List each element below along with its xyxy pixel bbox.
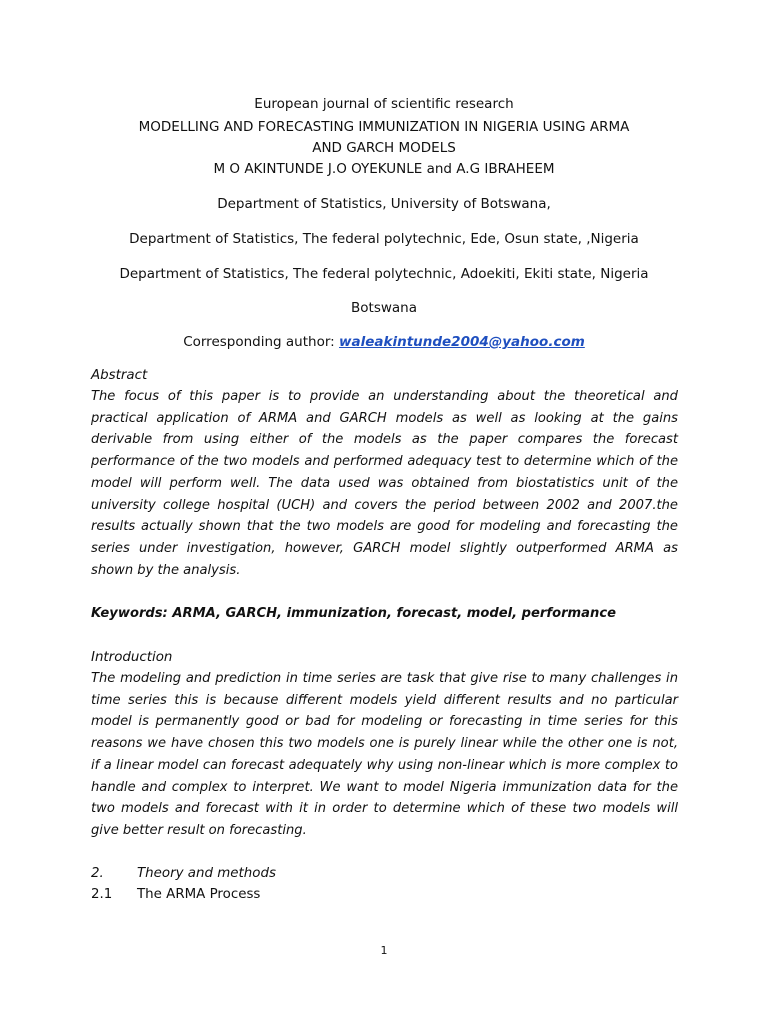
corresponding-label: Corresponding author:: [183, 334, 335, 350]
page-number: 1: [380, 944, 388, 957]
affiliation-1: Department of Statistics, University of Botswana,: [217, 196, 551, 212]
journal-name: European journal of scientific research: [254, 96, 514, 112]
affiliation-2: Department of Statistics, The federal polytechnic, Ede, Osun state, ,Nigeria: [129, 231, 639, 247]
affiliation-3: Department of Statistics, The federal polytechnic, Adoekiti, Ekiti state, Nigeria: [119, 266, 649, 282]
introduction-heading: Introduction: [91, 650, 173, 665]
section-number: 2.: [91, 866, 104, 881]
affiliation-4: Botswana: [351, 300, 417, 316]
paper-title-line-2: AND GARCH MODELS: [312, 140, 456, 156]
keywords-line: Keywords: ARMA, GARCH, immunization, forecast, model, performance: [91, 606, 616, 621]
corresponding-author: [0, 332, 768, 352]
author-email-link[interactable]: waleakintunde2004@yahoo.com: [339, 334, 585, 350]
section-number: 2.1: [91, 887, 113, 902]
abstract-heading: Abstract: [91, 368, 148, 383]
paper-title-line-1: MODELLING AND FORECASTING IMMUNIZATION IN NIGERIA USING ARMA: [138, 119, 630, 135]
author-list: M O AKINTUNDE J.O OYEKUNLE and A.G IBRAHEEM: [213, 161, 555, 177]
introduction-text: The modeling and prediction in time series are task that give rise to many challenges in time series this is because different models yield different results and no particular model is permanently good or bad for modeling or forecasting in time series for this reasons we have chosen this two models one is purely linear while the other one is not, if a linear model can forecast adequately why using non-linear which is more complex to handle and complex to interpret. We want to model Nigeria immunization data for the two models and forecast with it in order to determine which of these two models will give better result on forecasting.: [91, 671, 678, 838]
abstract-text: The focus of this paper is to provide an understanding about the theoretical and practical application of ARMA and GARCH models as well as looking at the gains derivable from using either of the models as the paper compares the forecast performance of the two models and performed adequacy test to determine which of the model will perform well. The data used was obtained from biostatistics unit of the university college hospital (UCH) and covers the period between 2002 and 2007.the results actually shown that the two models are good for modeling and forecasting the series under investigation, however, GARCH model slightly outperformed ARMA as shown by the analysis.: [91, 389, 678, 578]
section-heading-2: [91, 864, 276, 884]
section-title: Theory and methods: [137, 866, 276, 881]
section-heading-2-1: [91, 885, 260, 905]
section-title: The ARMA Process: [137, 887, 261, 902]
